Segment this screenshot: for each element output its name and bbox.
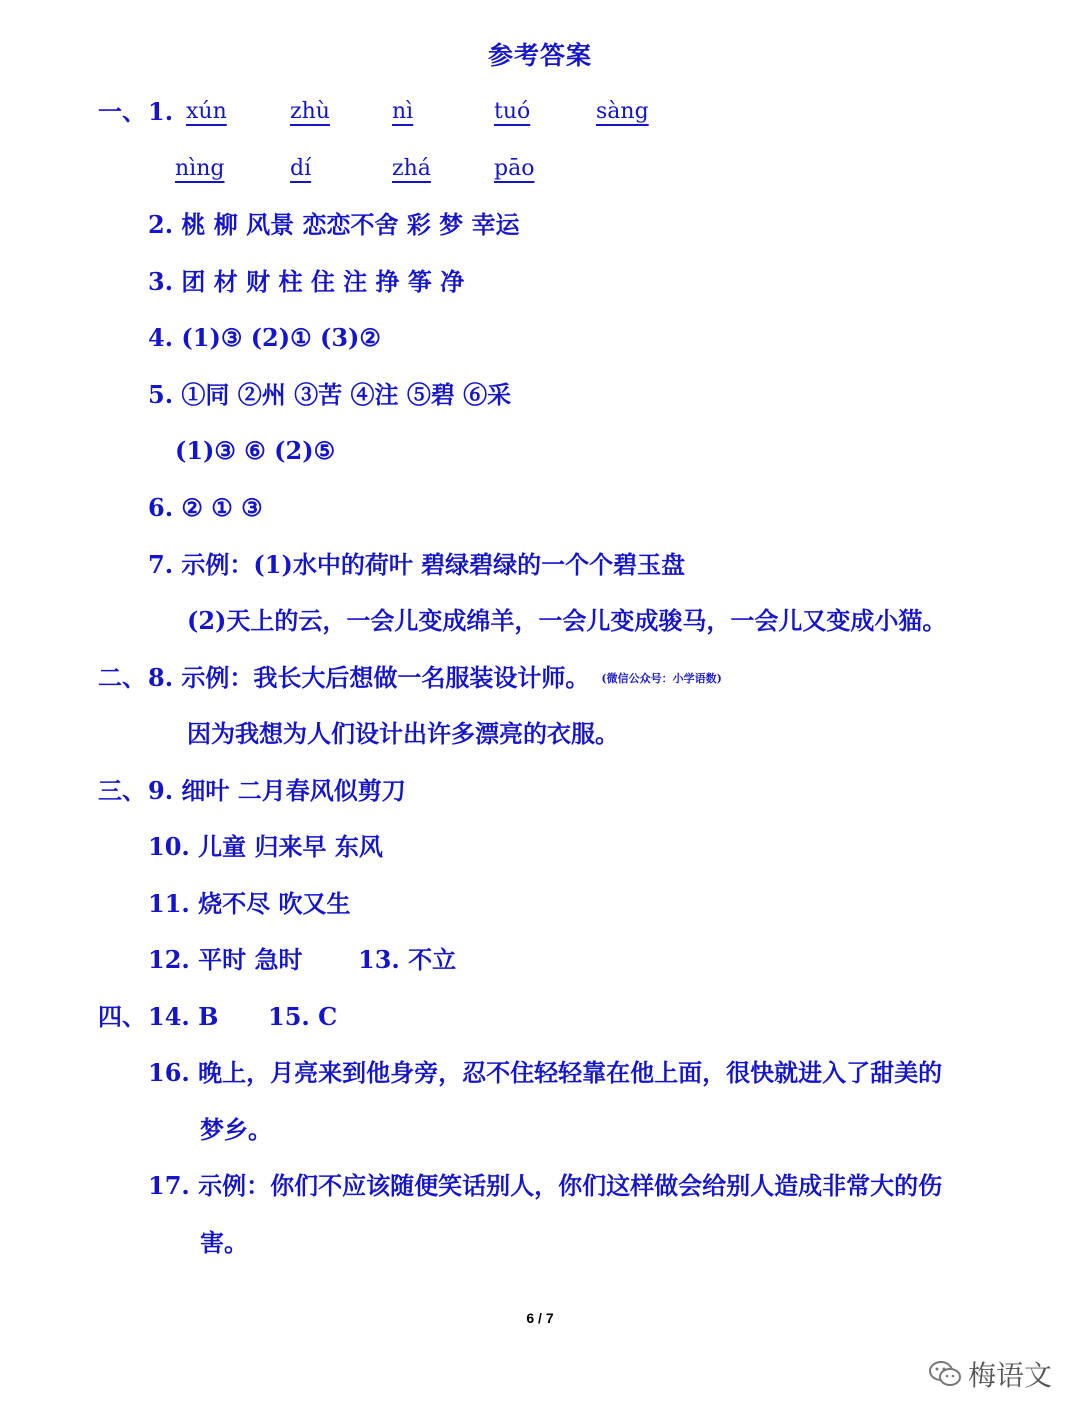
pinyin-item: tuó bbox=[494, 99, 531, 124]
answer-q10: 10. 儿童 归来早 东风 bbox=[148, 832, 383, 861]
pinyin-item: pāo bbox=[494, 156, 535, 181]
q1-label: 1. bbox=[148, 97, 174, 126]
section-3-number: 三、 bbox=[98, 776, 146, 805]
answer-q3: 3. 团 材 财 柱 住 注 挣 筝 净 bbox=[148, 267, 465, 296]
section-1-number: 一、 bbox=[98, 97, 146, 126]
answer-q6: 6. ② ① ③ bbox=[148, 493, 263, 522]
pinyin-item: dí bbox=[290, 156, 312, 181]
answer-q4: 4. (1)③ (2)① (3)② bbox=[148, 323, 381, 352]
answer-q9: 9. 细叶 二月春风似剪刀 bbox=[148, 776, 406, 805]
answer-q17: 17. 示例：你们不应该随便笑话别人，你们这样做会给别人造成非常大的伤 bbox=[148, 1171, 943, 1200]
wechat-icon bbox=[928, 1360, 962, 1388]
answer-q17-cont: 害。 bbox=[200, 1228, 248, 1257]
page-number: 6 / 7 bbox=[526, 1310, 554, 1326]
answer-q13: 13. 不立 bbox=[358, 945, 457, 974]
answer-q14: 14. B bbox=[148, 1002, 219, 1031]
answer-q16-cont: 梦乡。 bbox=[200, 1115, 272, 1144]
answer-q7-sub: (2)天上的云，一会儿变成绵羊，一会儿变成骏马，一会儿又变成小猫。 bbox=[187, 606, 947, 635]
answer-q2: 2. 桃 柳 风景 恋恋不舍 彩 梦 幸运 bbox=[148, 210, 520, 239]
pinyin-item: zhù bbox=[290, 99, 330, 124]
pinyin-item: sàng bbox=[596, 99, 649, 124]
section-4-number: 四、 bbox=[98, 1002, 146, 1031]
watermark-text: 梅语文 bbox=[968, 1359, 1053, 1392]
pinyin-item: xún bbox=[186, 99, 227, 124]
answer-q15: 15. C bbox=[268, 1002, 338, 1031]
source-note: (微信公众号：小学语数) bbox=[601, 672, 722, 685]
answer-q12: 12. 平时 急时 bbox=[148, 945, 303, 974]
answer-q7: 7. 示例：(1)水中的荷叶 碧绿碧绿的一个个碧玉盘 bbox=[148, 550, 686, 579]
section-2-number: 二、 bbox=[98, 663, 146, 692]
page-title: 参考答案 bbox=[487, 41, 592, 70]
answer-q5: 5. ①同 ②州 ③苦 ④注 ⑤碧 ⑥采 bbox=[148, 380, 512, 409]
pinyin-item: nìng bbox=[175, 156, 225, 181]
answer-q11: 11. 烧不尽 吹又生 bbox=[148, 889, 351, 918]
answer-q5-sub: (1)③ ⑥ (2)⑤ bbox=[175, 436, 336, 465]
answer-q8: 8. 示例：我长大后想做一名服装设计师。 bbox=[148, 663, 590, 692]
pinyin-item: nì bbox=[392, 99, 414, 124]
answer-q16: 16. 晚上，月亮来到他身旁，忍不住轻轻靠在他上面，很快就进入了甜美的 bbox=[148, 1058, 943, 1087]
answer-q8-sub: 因为我想为人们设计出许多漂亮的衣服。 bbox=[187, 719, 619, 748]
pinyin-item: zhá bbox=[392, 156, 431, 181]
watermark bbox=[928, 1352, 1052, 1396]
